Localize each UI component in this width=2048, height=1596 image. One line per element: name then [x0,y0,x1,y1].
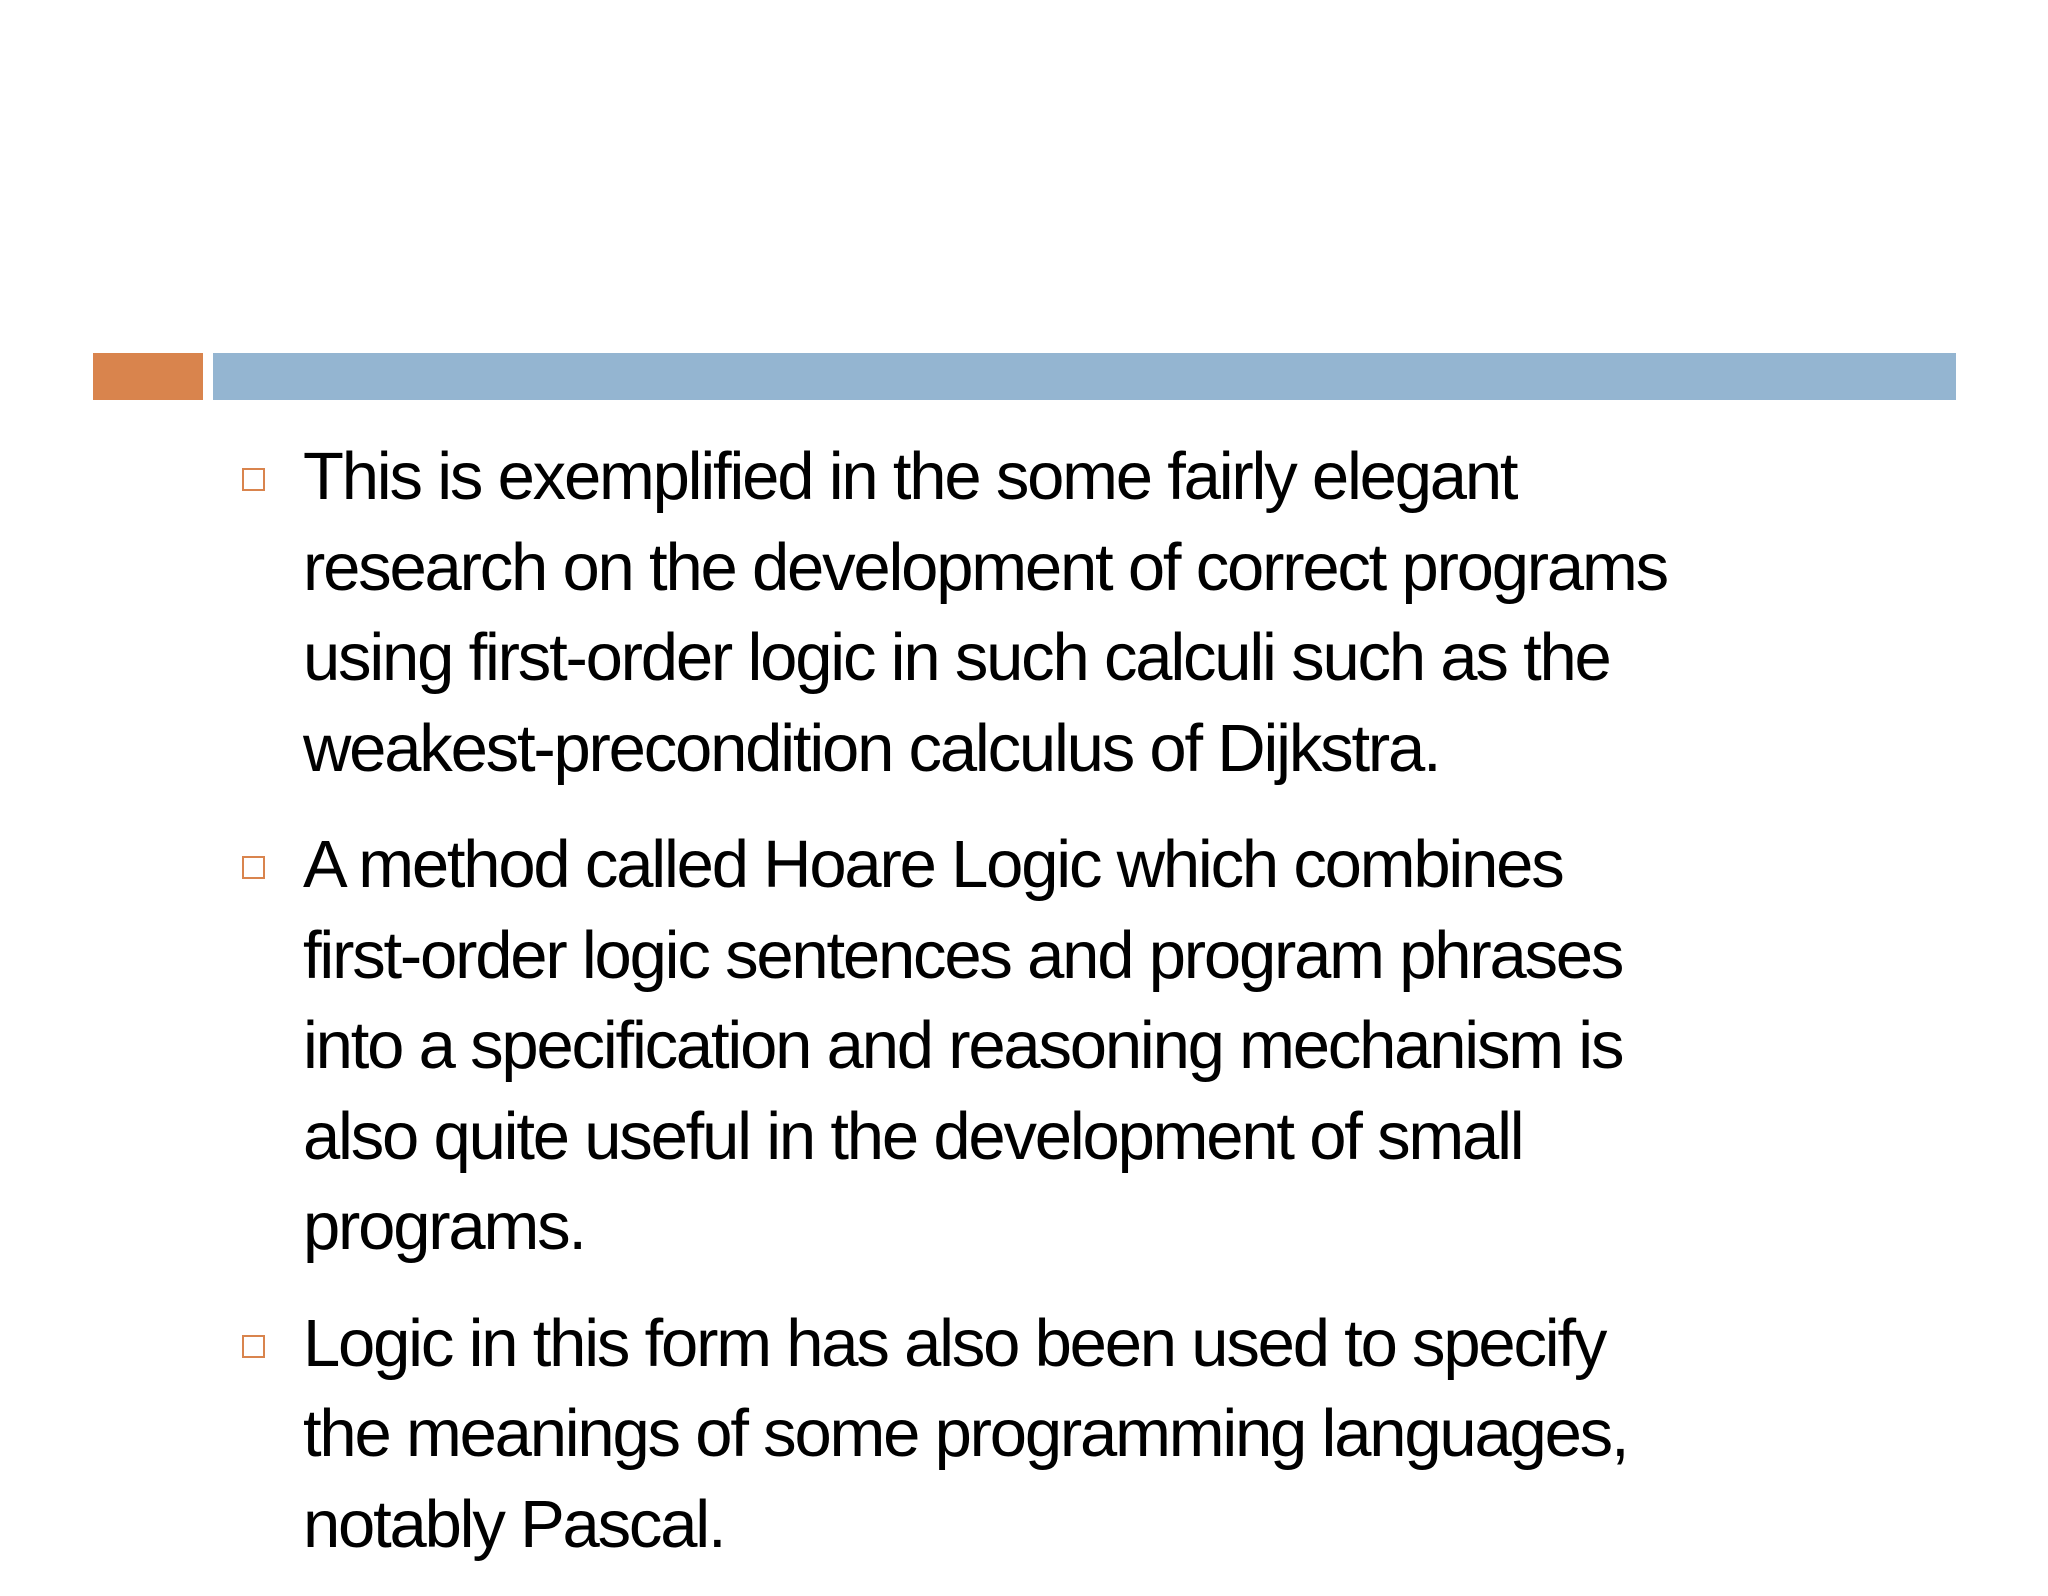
bullet-text: A method called Hoare Logic which combines first-order logic sentences and program phrases into a specification and reasoning mechanism is also quite useful in the development of small programs. [303,827,1623,1264]
hollow-square-bullet-icon [242,1335,265,1358]
hollow-square-bullet-icon [242,468,265,491]
bullet-text: Logic in this form has also been used to specify the meanings of some programming languages, notably Pascal. [303,1305,1628,1562]
slide-body [240,432,1940,1596]
hollow-square-bullet-icon [242,856,265,879]
header-accent-bar [93,353,203,400]
bullet-item [240,820,1940,1273]
header-title-bar [213,353,1956,400]
bullet-item [240,432,1940,794]
bullet-text: This is exemplified in the some fairly elegant research on the development of correct programs using first-order logic in such calculi such as the weakest-precondition calculus of Dijkstra. [303,439,1667,786]
bullet-item [240,1299,1940,1571]
